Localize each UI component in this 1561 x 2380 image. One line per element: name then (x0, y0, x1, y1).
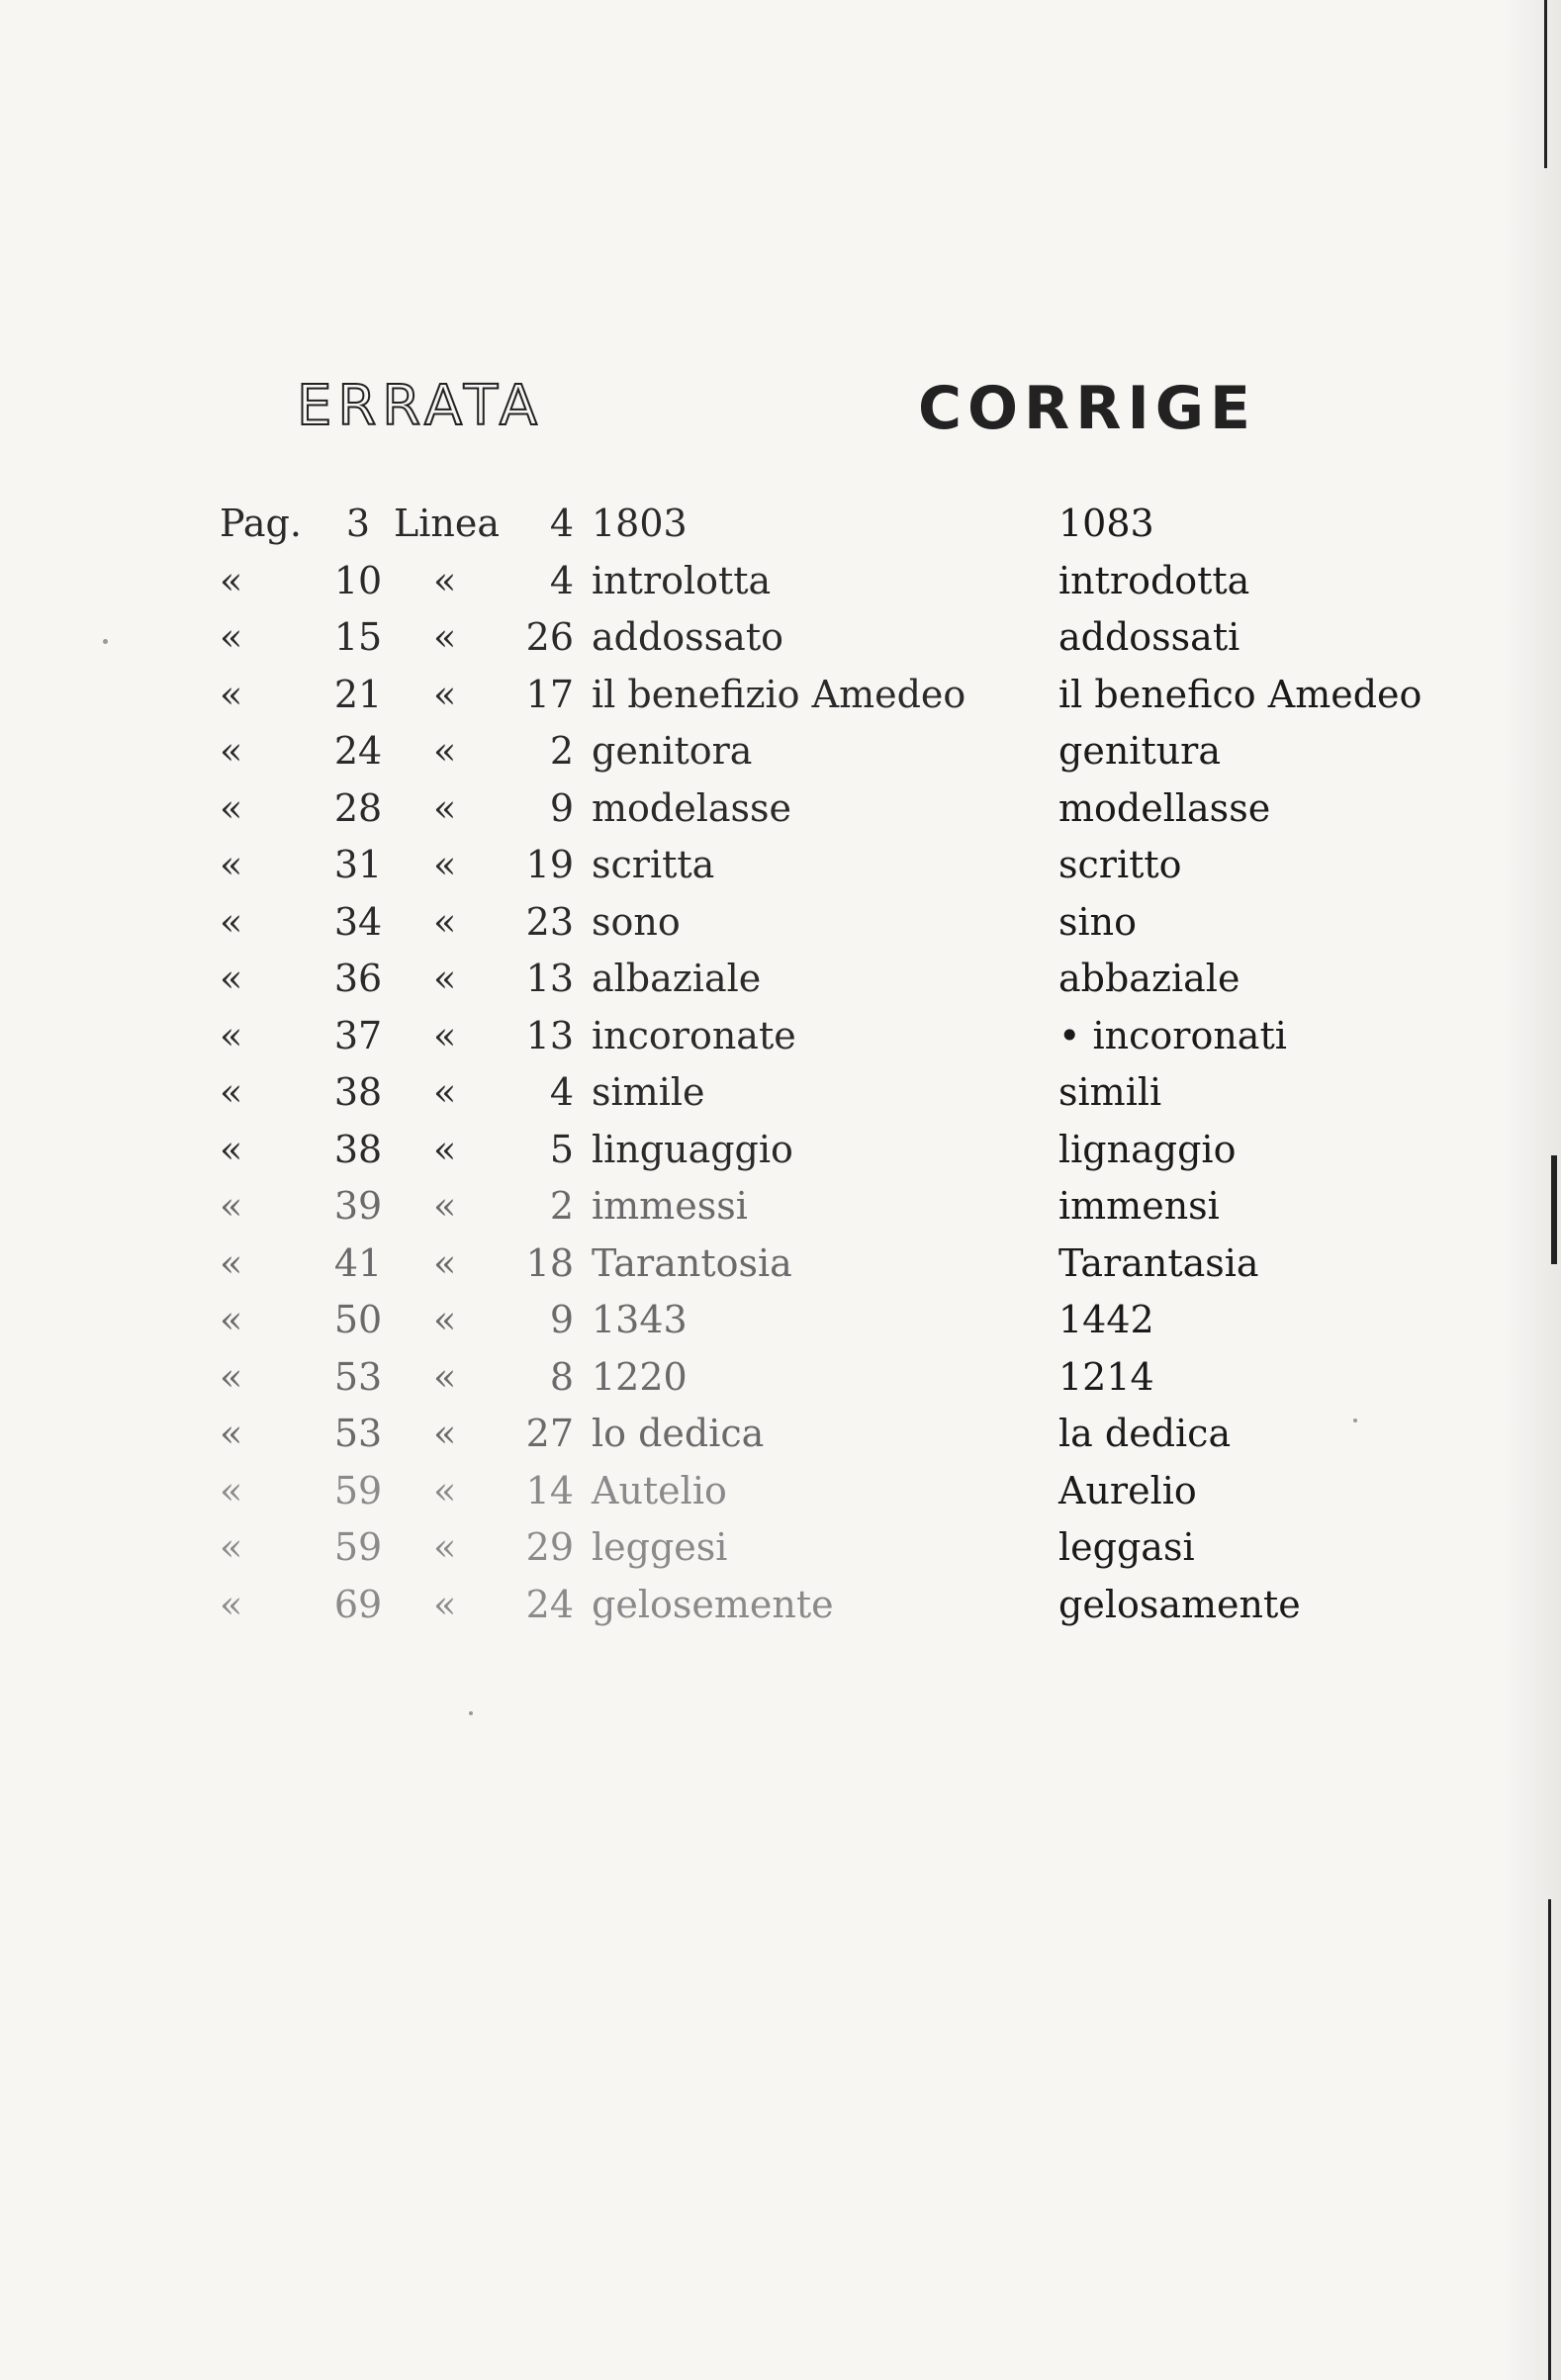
errata-row (0, 722, 1561, 779)
page-number: 39 (333, 1184, 383, 1228)
page-number: 24 (333, 729, 383, 773)
page-label: « (220, 899, 243, 944)
corrige-text: leggasi (1058, 1525, 1195, 1569)
errata-row (0, 1462, 1561, 1519)
page-label: « (220, 1013, 243, 1057)
corrige-text: modellasse (1058, 785, 1271, 830)
scan-edge-mark-bottom (1548, 1899, 1551, 2380)
errata-text: leggesi (592, 1525, 728, 1569)
line-number: 24 (525, 1582, 574, 1626)
corrige-text: abbaziale (1058, 957, 1240, 1000)
page-number: 28 (333, 785, 383, 830)
line-number: 14 (525, 1468, 574, 1512)
errata-row (0, 779, 1561, 837)
line-number: 17 (525, 672, 574, 716)
line-number: 9 (549, 1298, 574, 1341)
corrige-text: 1083 (1058, 502, 1154, 545)
corrige-text: genitura (1058, 729, 1222, 773)
errata-text: addossato (592, 615, 783, 659)
page-number: 21 (333, 672, 383, 716)
ink-speck (103, 639, 108, 644)
errata-text: 1343 (592, 1298, 688, 1341)
line-label: « (433, 1240, 457, 1285)
corrige-text: Aurelio (1058, 1468, 1197, 1512)
page-number: 59 (333, 1525, 383, 1569)
ink-speck (1353, 1419, 1357, 1422)
page-number: 3 (345, 502, 371, 545)
corrige-text: simili (1058, 1070, 1162, 1114)
page-number: 15 (333, 615, 383, 659)
page-number: 10 (333, 558, 383, 602)
page-label: « (220, 1184, 243, 1228)
corrige-text: addossati (1058, 615, 1240, 659)
corrige-text: 1442 (1058, 1298, 1154, 1341)
line-label: « (433, 1013, 457, 1057)
corrige-text: immensi (1058, 1184, 1220, 1228)
corrige-heading: CORRIGE (918, 374, 1256, 443)
line-label: « (433, 729, 457, 773)
corrige-text: • incoronati (1058, 1013, 1287, 1057)
errata-text: gelosemente (592, 1582, 834, 1626)
page-label: Pag. (220, 502, 302, 545)
errata-row (0, 1405, 1561, 1462)
page-number: 34 (333, 899, 383, 944)
corrige-text: scritto (1058, 843, 1182, 886)
page-number: 53 (333, 1354, 383, 1399)
line-label: « (433, 785, 457, 830)
page-label: « (220, 1240, 243, 1285)
line-number: 13 (525, 957, 574, 1000)
line-number: 18 (525, 1240, 574, 1285)
page-number: 53 (333, 1412, 383, 1455)
errata-row (0, 1576, 1561, 1633)
line-label: « (433, 843, 457, 886)
scan-edge-mark-top (1544, 0, 1547, 168)
page-label: « (220, 558, 243, 602)
line-label: « (433, 899, 457, 944)
errata-text: introlotta (592, 558, 772, 602)
line-label: « (433, 1070, 457, 1114)
errata-heading: ERRATA (297, 374, 544, 438)
line-label: « (433, 1582, 457, 1626)
line-label: « (433, 615, 457, 659)
line-number: 5 (549, 1127, 574, 1171)
errata-row (0, 608, 1561, 666)
errata-text: modelasse (592, 785, 792, 830)
errata-row (0, 1121, 1561, 1178)
line-label: « (433, 1525, 457, 1569)
errata-row (0, 495, 1561, 552)
line-number: 9 (549, 785, 574, 830)
page-label: « (220, 1468, 243, 1512)
line-label: « (433, 1184, 457, 1228)
errata-text: genitora (592, 729, 753, 773)
page-label: « (220, 729, 243, 773)
line-number: 2 (549, 729, 574, 773)
errata-row (0, 1518, 1561, 1576)
page-number: 41 (333, 1240, 383, 1285)
errata-row (0, 1348, 1561, 1406)
line-label: « (433, 1298, 457, 1341)
page-label: « (220, 1412, 243, 1455)
page-number: 69 (333, 1582, 383, 1626)
page-label: « (220, 1525, 243, 1569)
errata-row (0, 950, 1561, 1007)
corrige-text: la dedica (1058, 1412, 1232, 1455)
line-number: 4 (549, 502, 574, 545)
page-label: « (220, 957, 243, 1000)
line-number: 4 (549, 1070, 574, 1114)
errata-text: simile (592, 1070, 705, 1114)
errata-row (0, 1007, 1561, 1064)
page-label: « (220, 1298, 243, 1341)
page-label: « (220, 1582, 243, 1626)
page-number: 37 (333, 1013, 383, 1057)
line-label: « (433, 1412, 457, 1455)
corrige-text: lignaggio (1058, 1127, 1237, 1171)
errata-text: 1803 (592, 502, 688, 545)
line-label: « (433, 672, 457, 716)
corrige-text: 1214 (1058, 1354, 1154, 1399)
page-label: « (220, 1354, 243, 1399)
errata-row (0, 1291, 1561, 1348)
line-number: 26 (525, 615, 574, 659)
page-number: 38 (333, 1127, 383, 1171)
errata-text: Tarantosia (592, 1240, 792, 1285)
line-label: « (433, 1468, 457, 1512)
errata-row (0, 552, 1561, 609)
errata-text: sono (592, 899, 681, 944)
errata-text: immessi (592, 1184, 748, 1228)
errata-text: incoronate (592, 1013, 796, 1057)
page-number: 31 (333, 843, 383, 886)
page-number: 38 (333, 1070, 383, 1114)
line-number: 13 (525, 1013, 574, 1057)
page-label: « (220, 672, 243, 716)
line-label: « (433, 957, 457, 1000)
line-label: « (433, 1127, 457, 1171)
corrige-text: introdotta (1058, 558, 1250, 602)
page-label: « (220, 1127, 243, 1171)
errata-row (0, 666, 1561, 723)
corrige-text: Tarantasia (1058, 1240, 1259, 1285)
page-label: « (220, 1070, 243, 1114)
line-label: « (433, 1354, 457, 1399)
line-number: 8 (549, 1354, 574, 1399)
page-number: 59 (333, 1468, 383, 1512)
errata-text: lo dedica (592, 1412, 765, 1455)
line-number: 4 (549, 558, 574, 602)
errata-row (0, 836, 1561, 893)
page-label: « (220, 615, 243, 659)
ink-speck (469, 1711, 473, 1715)
errata-row (0, 893, 1561, 951)
errata-text: 1220 (592, 1354, 688, 1399)
line-number: 2 (549, 1184, 574, 1228)
line-number: 29 (525, 1525, 574, 1569)
errata-text: scritta (592, 843, 715, 886)
page-number: 50 (333, 1298, 383, 1341)
errata-text: Autelio (592, 1468, 727, 1512)
corrige-text: il benefico Amedeo (1058, 672, 1423, 716)
page-label: « (220, 785, 243, 830)
errata-row (0, 1177, 1561, 1235)
errata-text: il benefizio Amedeo (592, 672, 966, 716)
errata-row (0, 1063, 1561, 1121)
line-number: 27 (525, 1412, 574, 1455)
line-label: « (433, 558, 457, 602)
errata-text: albaziale (592, 957, 762, 1000)
errata-row (0, 1235, 1561, 1292)
page-label: « (220, 843, 243, 886)
line-number: 23 (525, 899, 574, 944)
line-number: 19 (525, 843, 574, 886)
corrige-text: gelosamente (1058, 1582, 1301, 1626)
page-number: 36 (333, 957, 383, 1000)
corrige-text: sino (1058, 899, 1138, 944)
line-label: Linea (394, 502, 501, 545)
errata-text: linguaggio (592, 1127, 793, 1171)
